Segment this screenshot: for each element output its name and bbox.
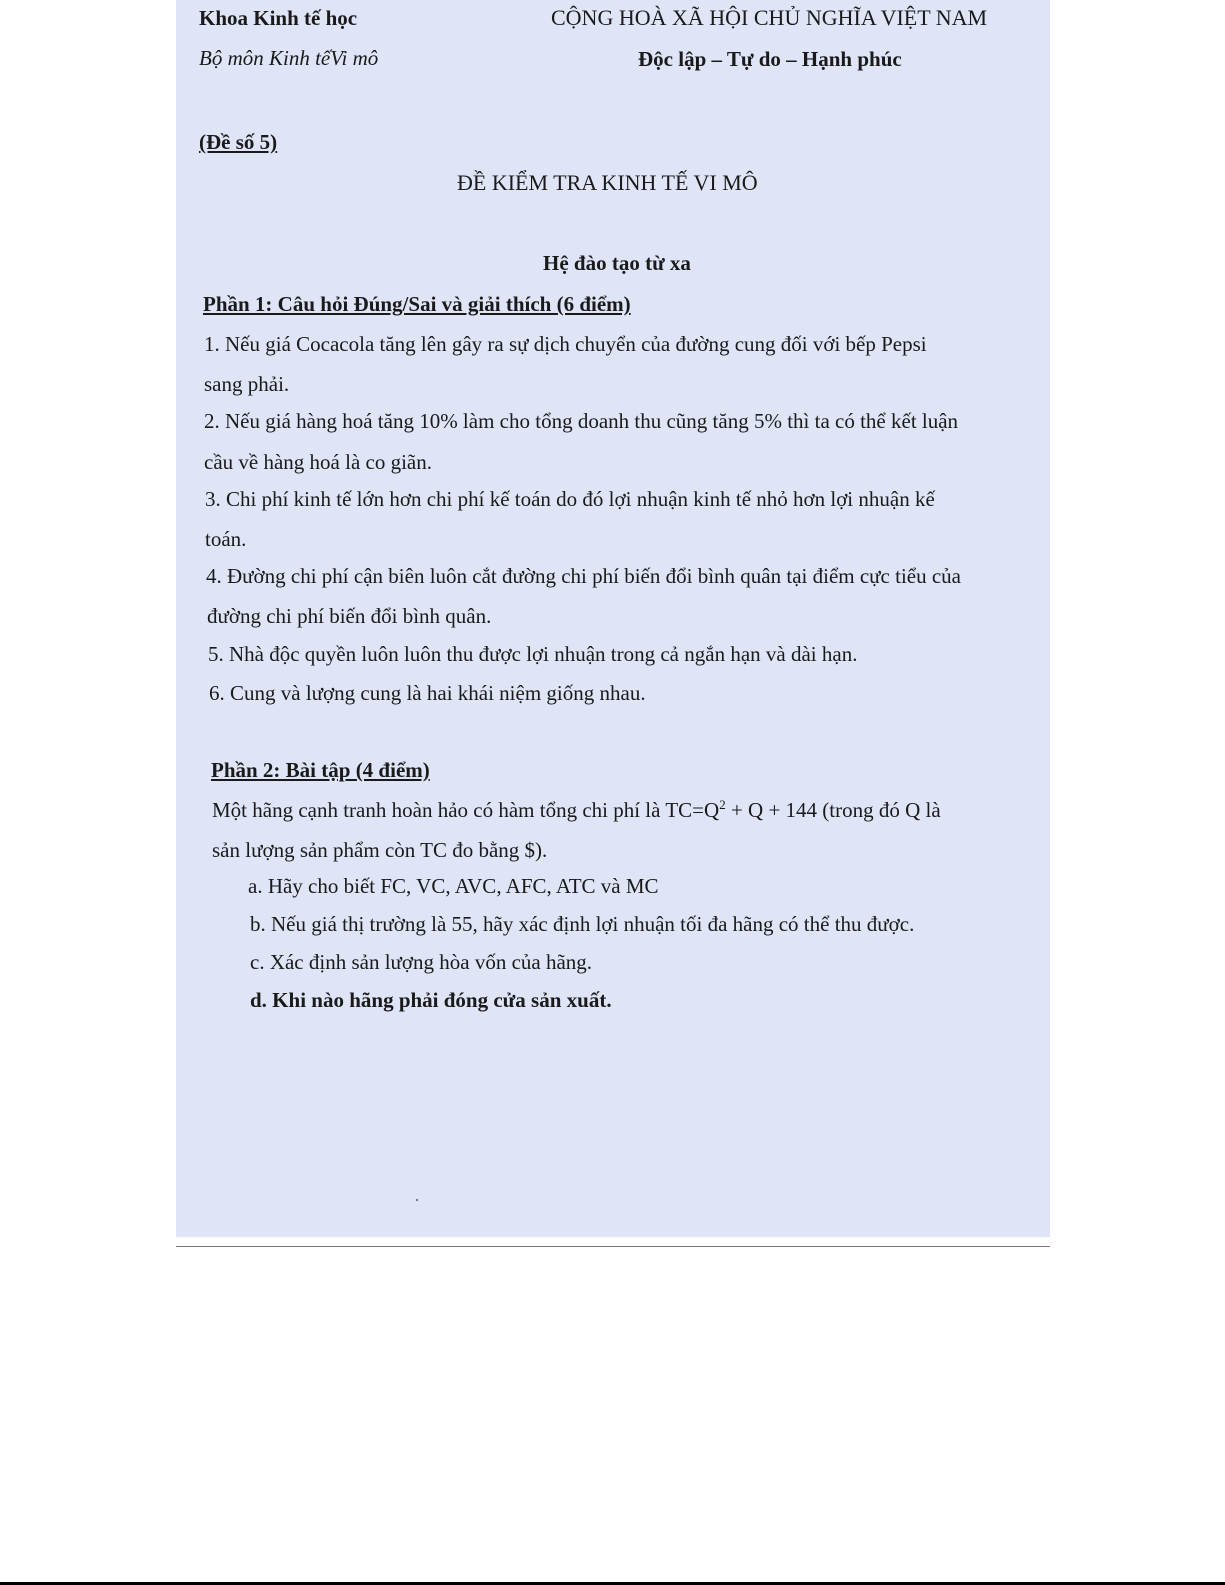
exam-title: ĐỀ KIỂM TRA KINH TẾ VI MÔ xyxy=(457,170,758,195)
part1-line: 3. Chi phí kinh tế lớn hơn chi phí kế toán do đó lợi nhuận kinh tế nhỏ hơn lợi nhuận kế xyxy=(205,487,935,511)
faculty-name: Khoa Kinh tế học xyxy=(199,6,358,30)
part2-item-d: d. Khi nào hãng phải đóng cửa sản xuất. xyxy=(250,988,612,1012)
department-name: Bộ môn Kinh tếVi mô xyxy=(199,46,379,70)
part2-intro-line2: sản lượng sản phẩm còn TC đo bằng $). xyxy=(212,838,548,862)
part1-line: 4. Đường chi phí cận biên luôn cắt đường chi phí biến đổi bình quân tại điểm cực tiểu của xyxy=(206,564,962,588)
part2-intro-text-b: + Q + 144 (trong đó Q là xyxy=(725,798,941,822)
part1-line: cầu về hàng hoá là co giãn. xyxy=(204,450,432,474)
part2-heading: Phần 2: Bài tập (4 điểm) xyxy=(211,758,430,782)
page-divider xyxy=(176,1246,1050,1247)
part2-item-a: a. Hãy cho biết FC, VC, AVC, AFC, ATC và MC xyxy=(248,874,659,898)
part2-intro-line1 xyxy=(212,797,941,823)
part1-line: sang phải. xyxy=(204,372,290,396)
program-name: Hệ đào tạo từ xa xyxy=(543,251,691,275)
part1-line: 1. Nếu giá Cocacola tăng lên gây ra sự dịch chuyển của đường cung đối với bếp Pepsi xyxy=(204,332,927,356)
part1-line: 6. Cung và lượng cung là hai khái niệm giống nhau. xyxy=(209,681,646,705)
exam-number: (Đề số 5) xyxy=(199,130,278,154)
part1-heading: Phần 1: Câu hỏi Đúng/Sai và giải thích (6 điểm) xyxy=(203,292,631,316)
part2-item-b: b. Nếu giá thị trường là 55, hãy xác định lợi nhuận tối đa hãng có thể thu được. xyxy=(250,912,915,936)
part2-intro-superscript: 2 xyxy=(719,797,726,812)
part1-line: toán. xyxy=(205,527,247,551)
scanned-page xyxy=(176,0,1050,1237)
part2-intro-text-a: Một hãng cạnh tranh hoàn hảo có hàm tổng chi phí là TC=Q xyxy=(212,798,720,822)
national-motto: Độc lập – Tự do – Hạnh phúc xyxy=(638,47,902,71)
part1-line: 5. Nhà độc quyền luôn luôn thu được lợi nhuận trong cả ngắn hạn và dài hạn. xyxy=(208,642,858,666)
part2-item-c: c. Xác định sản lượng hòa vốn của hãng. xyxy=(250,950,593,974)
scan-speck xyxy=(416,1199,418,1201)
country-name: CỘNG HOÀ XÃ HỘI CHỦ NGHĨA VIỆT NAM xyxy=(551,5,988,30)
part1-line: 2. Nếu giá hàng hoá tăng 10% làm cho tổng doanh thu cũng tăng 5% thì ta có thể kết luận xyxy=(204,409,959,433)
part1-line: đường chi phí biến đổi bình quân. xyxy=(207,604,492,628)
